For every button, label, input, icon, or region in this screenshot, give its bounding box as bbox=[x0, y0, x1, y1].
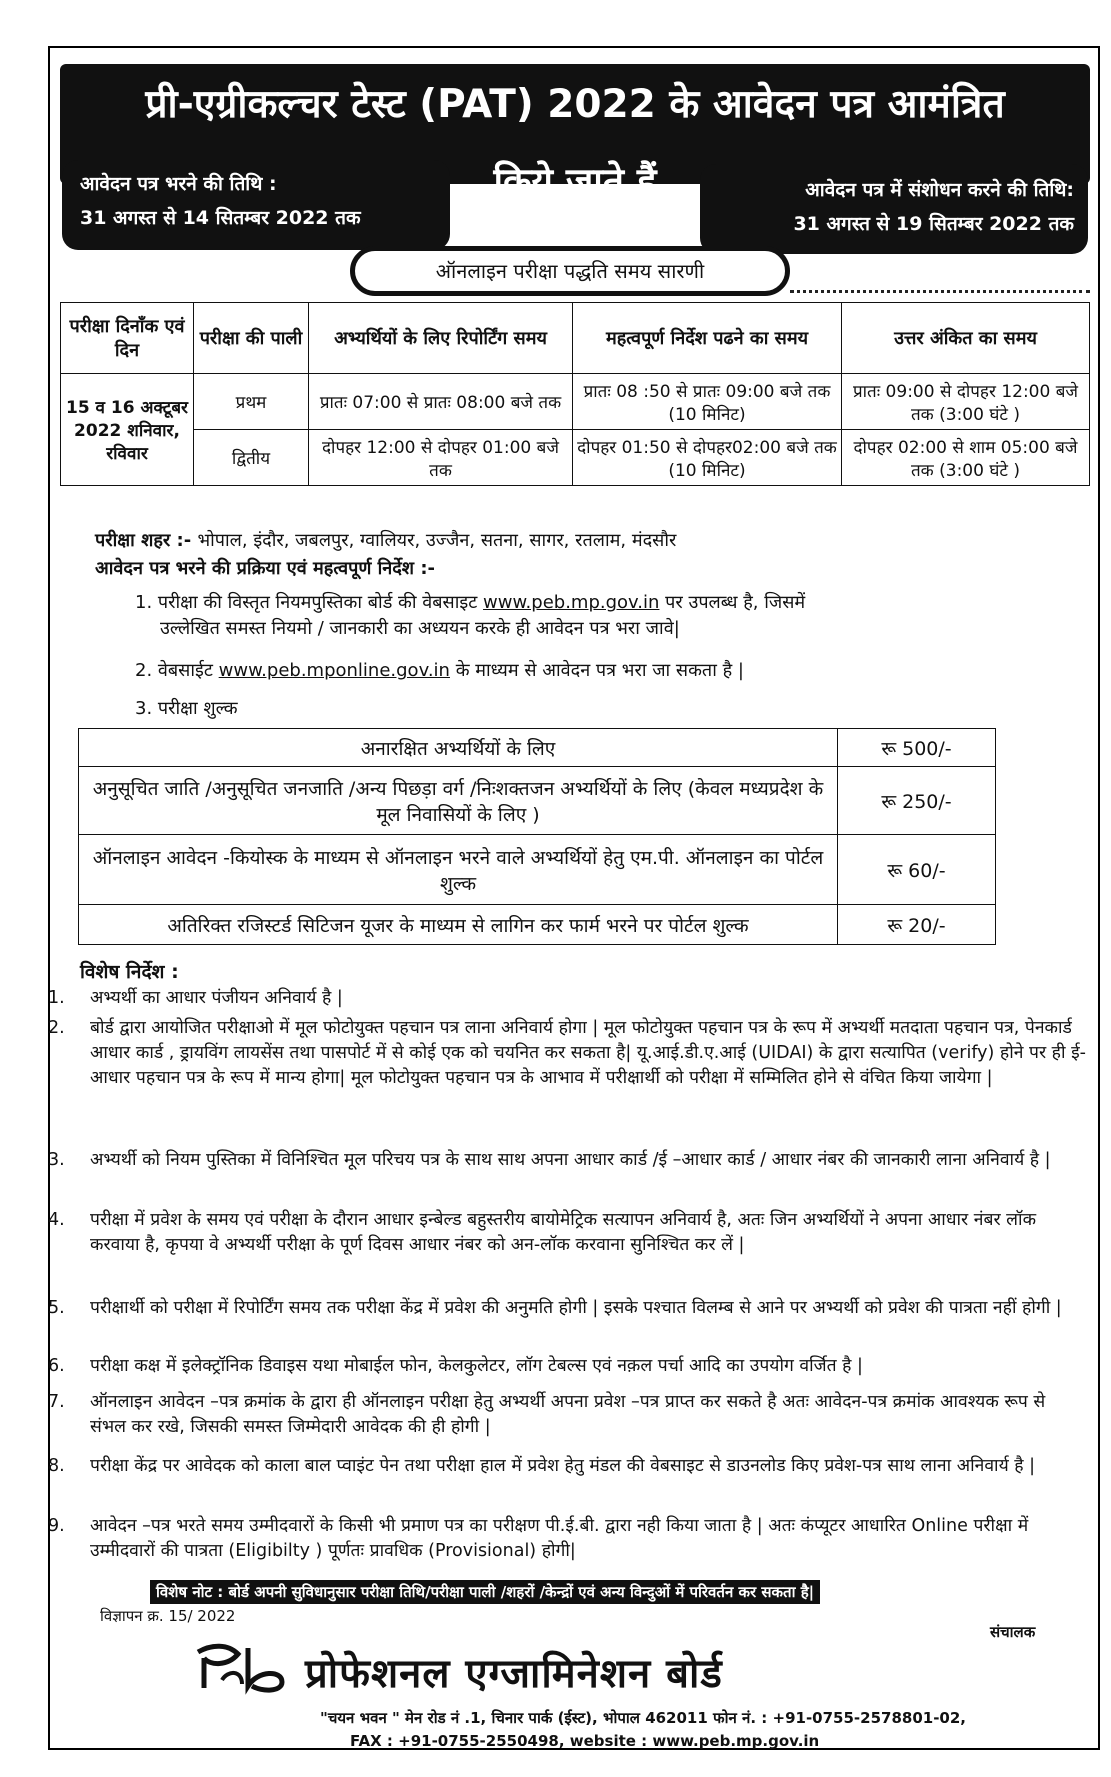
shift-cell: द्वितीय bbox=[194, 430, 309, 486]
process-item-2 bbox=[135, 658, 744, 684]
item-text: अभ्यर्थी का आधार पंजीयन अनिवार्य है | bbox=[90, 988, 343, 1008]
fee-amount: रू 20/- bbox=[838, 905, 996, 945]
special-note: विशेष नोट : बोर्ड अपनी सुविधानुसार परीक्षा तिथि/परीक्षा पाली /शहरों /केन्द्रों एवं अन्य विन्दुओं में परिवर्तन कर सकता है| bbox=[150, 1580, 820, 1604]
peb-website-link[interactable]: www.peb.mp.gov.in bbox=[483, 592, 660, 613]
schedule-header: उत्तर अंकित का समय bbox=[842, 303, 1090, 374]
fee-desc: अतिरिक्त रजिस्टर्ड सिटिजन यूजर के माध्यम से लागिन कर फार्म भरने पर पोर्टल शुल्क bbox=[79, 905, 838, 945]
address: "चयन भवन " मेन रोड नं .1, चिनार पार्क (ईस्ट), भोपाल 462011 फोन नं. : +91-0755-2578801-02, bbox=[320, 1709, 966, 1727]
schedule-header: महत्वपूर्ण निर्देश पढने का समय bbox=[573, 303, 842, 374]
item-number: 5. bbox=[48, 1298, 65, 1318]
item-text: अभ्यर्थी को नियम पुस्तिका में विनिश्चित मूल परिचय पत्र के साथ साथ अपना आधार कार्ड /ई –आधार कार्ड / आधार नंबर की जानकारी लाना अनिवार्य है | bbox=[90, 1150, 1051, 1170]
schedule-header: परीक्षा दिनाँक एवं दिन bbox=[61, 303, 194, 374]
dotted-divider bbox=[790, 290, 1090, 293]
exam-date-cell: 15 व 16 अक्टूबर 2022 शनिवार, रविवार bbox=[61, 374, 194, 486]
item-text: परीक्षा कक्ष में इलेक्ट्रॉनिक डिवाइस यथा मोबाईल फोन, केलकुलेटर, लॉग टेबल्स एवं नक़ल पर्चा आदि का उपयोग वर्जित है | bbox=[90, 1356, 863, 1376]
reporting-cell: प्रातः 07:00 से प्रातः 08:00 बजे तक bbox=[309, 374, 573, 430]
answer-cell: दोपहर 02:00 से शाम 05:00 बजे तक (3:00 घंटे ) bbox=[842, 430, 1090, 486]
schedule-header: अभ्यर्थियों के लिए रिपोर्टिंग समय bbox=[309, 303, 573, 374]
apply-date-box bbox=[62, 160, 450, 250]
item-text: परीक्षार्थी को परीक्षा में रिपोर्टिंग समय तक परीक्षा केंद्र में प्रवेश की अनुमति होगी | इसके पश्चात विलम्ब से आने पर अभ्यर्थी को प्रवेश की पात्रता नहीं होगी | bbox=[90, 1298, 1062, 1318]
item-text: ऑनलाइन आवेदन –पत्र क्रमांक के द्वारा ही ऑनलाइन परीक्षा हेतु अभ्यर्थी अपना प्रवेश –पत्र प्राप्त कर सकते है अतः आवेदन-पत्र क्रमांक आवश्यक रूप से संभल कर रखे, जिसकी समस्त जिम्मेदारी आवेदक की ही होगी | bbox=[90, 1392, 1046, 1437]
item-number: 4. bbox=[48, 1210, 65, 1230]
process-text: 2. वेबसाईट bbox=[135, 660, 213, 681]
fee-desc: अनारक्षित अभ्यर्थियों के लिए bbox=[79, 729, 838, 767]
answer-cell: प्रातः 09:00 से दोपहर 12:00 बजे तक (3:00 घंटे ) bbox=[842, 374, 1090, 430]
list-item bbox=[40, 1514, 1086, 1564]
page-subtitle: किये जाते हैं bbox=[493, 160, 657, 203]
item-number: 2. bbox=[48, 1018, 65, 1038]
list-item bbox=[40, 1148, 1086, 1173]
process-item-1-cont: उल्लेखित समस्त नियमो / जानकारी का अध्ययन करके ही आवेदन पत्र भरा जावे| bbox=[160, 618, 680, 639]
list-item bbox=[40, 986, 1086, 1011]
process-title: आवेदन पत्र भरने की प्रक्रिया एवं महत्वपूर्ण निर्देश :- bbox=[95, 558, 435, 579]
item-text: आवेदन –पत्र भरते समय उम्मीदवारों के किसी भी प्रमाण पत्र का परीक्षण पी.ई.बी. द्वारा नही किया जाता है | अतः कंप्यूटर आधारित Online परीक्षा में उम्मीदवारों की पात्रता (Eligibilty ) पूर्णतः प्रावधिक (Provisional) होगी| bbox=[90, 1516, 1029, 1561]
board-name: प्रोफेशनल एग्जामिनेशन बोर्ड bbox=[305, 1651, 723, 1697]
signatory: संचालक bbox=[990, 1623, 1036, 1641]
list-item bbox=[40, 1016, 1086, 1091]
item-text: परीक्षा में प्रवेश के समय एवं परीक्षा के दौरान आधार इन्बेल्ड बहुस्तरीय बायोमेट्रिक सत्यापन अनिवार्य है, अतः जिन अभ्यर्थियों ने अपना आधार नंबर लॉक करवाया है, कृपया वे अभ्यर्थी परीक्षा के पूर्ण दिवस आधार नंबर को अन-लॉक करवाना सुनिश्चित कर लें | bbox=[90, 1210, 1037, 1255]
exam-cities-list: भोपाल, इंदौर, जबलपुर, ग्वालियर, उज्जैन, सतना, सागर, रतलाम, मंदसौर bbox=[197, 530, 677, 551]
schedule-title: ऑनलाइन परीक्षा पद्धति समय सारणी bbox=[350, 246, 790, 296]
item-number: 8. bbox=[48, 1456, 65, 1476]
fee-amount: रू 250/- bbox=[838, 767, 996, 835]
item-number: 3. bbox=[48, 1150, 65, 1170]
item-number: 1. bbox=[48, 988, 65, 1008]
ad-number: विज्ञापन क्र. 15/ 2022 bbox=[100, 1607, 236, 1625]
item-text: बोर्ड द्वारा आयोजित परीक्षाओ में मूल फोटोयुक्त पहचान पत्र लाना अनिवार्य होगा | मूल फोटोयुक्त पहचान पत्र के रूप में अभ्यर्थी मतदाता पहचान पत्र, पेनकार्ड आधार कार्ड , ड्रायविंग लायसेंस तथा पासपोर्ट में से कोई एक को चयनित कर सकता है| यू.आई.डी.ए.आई (UIDAI) के द्वारा सत्यापित (verify) होने पर ही ई-आधार पहचान पत्र के रूप में मान्य होगा| मूल फोटोयुक्त पहचान पत्र के आभाव में परीक्षार्थी को परीक्षा में सम्मिलित होने से वंचित किया जायेगा | bbox=[90, 1018, 1086, 1088]
edit-date-label: आवेदन पत्र में संशोधन करने की तिथि: bbox=[805, 179, 1074, 201]
table-row bbox=[79, 729, 996, 767]
page-title: प्री-एग्रीकल्चर टेस्ट (PAT) 2022 के आवेदन पत्र आमंत्रित bbox=[145, 82, 1005, 127]
fee-desc: ऑनलाइन आवेदन -कियोस्क के माध्यम से ऑनलाइन भरने वाले अभ्यर्थियों हेतु एम.पी. ऑनलाइन का पोर्टल शुल्क bbox=[79, 835, 838, 905]
process-text: के माध्यम से आवेदन पत्र भरा जा सकता है | bbox=[455, 660, 744, 681]
process-item-1 bbox=[135, 590, 805, 616]
apply-date-range: 31 अगस्त से 14 सितम्बर 2022 तक bbox=[80, 207, 361, 229]
item-number: 9. bbox=[48, 1516, 65, 1536]
fee-amount: रू 500/- bbox=[838, 729, 996, 767]
peb-logo-icon bbox=[192, 1640, 292, 1696]
list-item bbox=[40, 1296, 1086, 1321]
edit-date-box bbox=[700, 164, 1088, 254]
edit-date-range: 31 अगस्त से 19 सितम्बर 2022 तक bbox=[793, 213, 1074, 235]
table-row bbox=[61, 430, 1090, 486]
process-text: पर उपलब्ध है, जिसमें bbox=[665, 592, 806, 613]
instruction-cell: दोपहर 01:50 से दोपहर02:00 बजे तक (10 मिनिट) bbox=[573, 430, 842, 486]
special-instructions-title: विशेष निर्देश : bbox=[80, 961, 179, 983]
table-row bbox=[79, 835, 996, 905]
table-row bbox=[61, 374, 1090, 430]
fax-website: FAX : +91-0755-2550498, website : www.peb.mp.gov.in bbox=[350, 1732, 820, 1750]
list-item bbox=[40, 1354, 1086, 1379]
process-text: 1. परीक्षा की विस्तृत नियमपुस्तिका बोर्ड की वेबसाइट bbox=[135, 592, 478, 613]
list-item bbox=[40, 1208, 1086, 1258]
apply-date-label: आवेदन पत्र भरने की तिथि : bbox=[80, 173, 277, 195]
exam-cities bbox=[95, 528, 676, 552]
fee-table bbox=[78, 728, 996, 945]
schedule-header-row bbox=[61, 303, 1090, 374]
list-item bbox=[40, 1454, 1086, 1479]
item-number: 7. bbox=[48, 1392, 65, 1412]
schedule-table bbox=[60, 302, 1090, 486]
list-item bbox=[40, 1390, 1086, 1440]
fee-desc: अनुसूचित जाति /अनुसूचित जनजाति /अन्य पिछड़ा वर्ग /निःशक्तजन अभ्यर्थियों के लिए (केवल मध्यप्रदेश के मूल निवासियों के लिए ) bbox=[79, 767, 838, 835]
process-item-3: 3. परीक्षा शुल्क bbox=[135, 698, 238, 719]
item-text: परीक्षा केंद्र पर आवेदक को काला बाल प्वाइंट पेन तथा परीक्षा हाल में प्रवेश हेतु मंडल की वेबसाइट से डाउनलोड किए प्रवेश-पत्र साथ लाना अनिवार्य है | bbox=[90, 1456, 1036, 1476]
instruction-cell: प्रातः 08 :50 से प्रातः 09:00 बजे तक (10 मिनिट) bbox=[573, 374, 842, 430]
shift-cell: प्रथम bbox=[194, 374, 309, 430]
table-row bbox=[79, 905, 996, 945]
mponline-website-link[interactable]: www.peb.mponline.gov.in bbox=[218, 660, 450, 681]
reporting-cell: दोपहर 12:00 से दोपहर 01:00 बजे तक bbox=[309, 430, 573, 486]
item-number: 6. bbox=[48, 1356, 65, 1376]
fee-amount: रू 60/- bbox=[838, 835, 996, 905]
table-row bbox=[79, 767, 996, 835]
exam-cities-label: परीक्षा शहर :- bbox=[95, 530, 192, 551]
schedule-header: परीक्षा की पाली bbox=[194, 303, 309, 374]
